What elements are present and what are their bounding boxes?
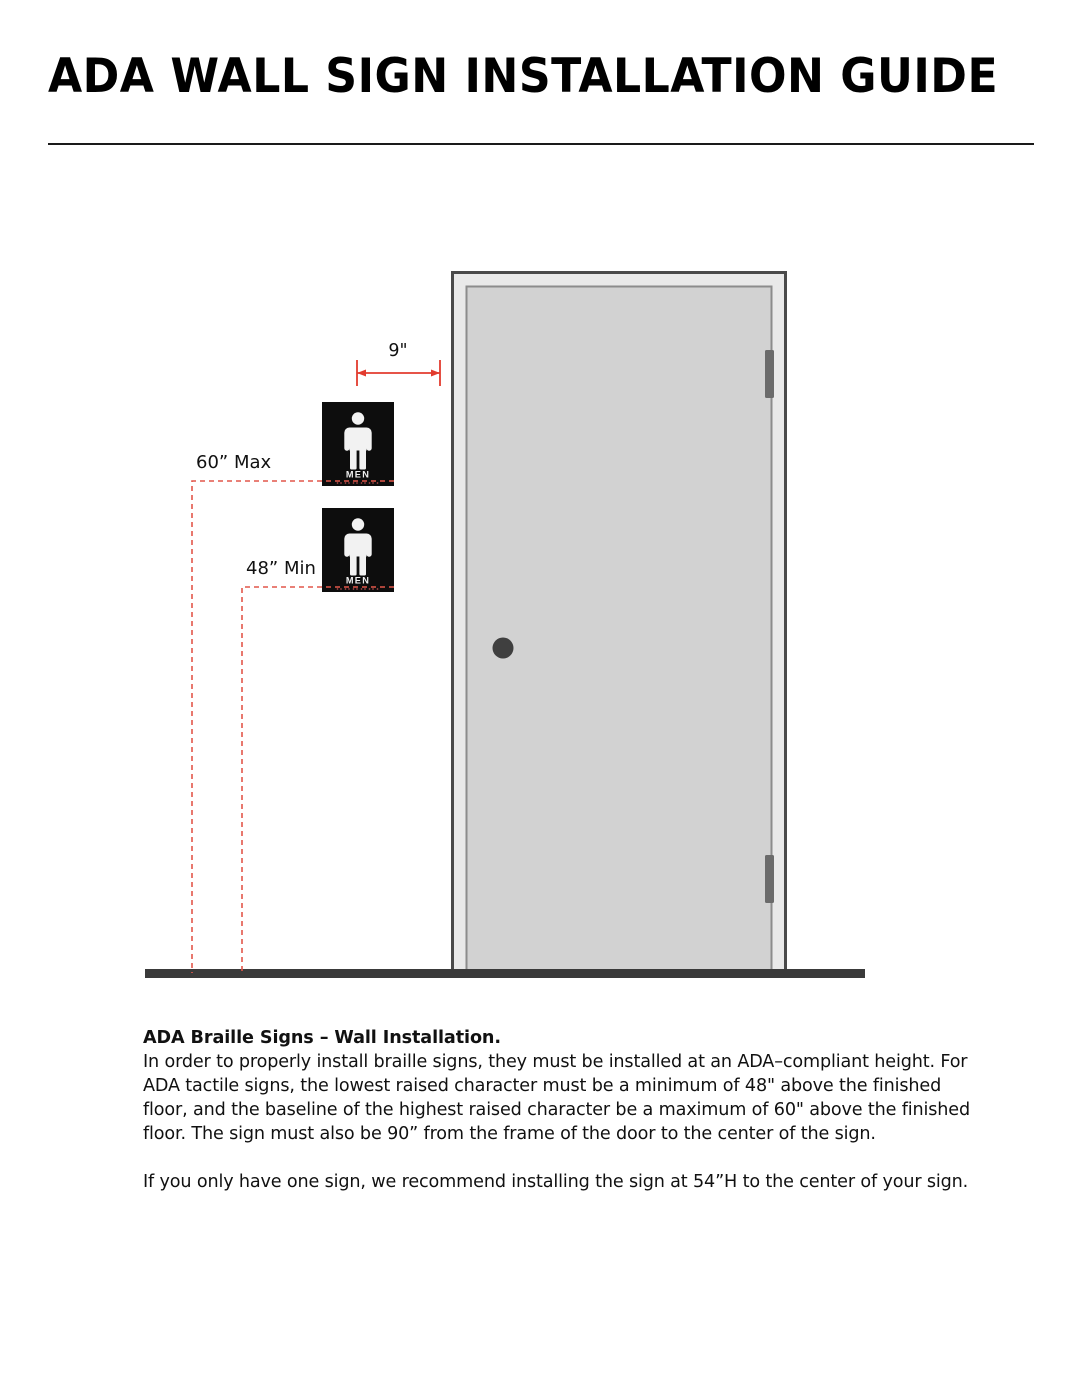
door-knob xyxy=(493,638,514,659)
dimension-label-min: 48” Min xyxy=(246,558,316,579)
body-heading: ADA Braille Signs – Wall Installation. xyxy=(143,1028,501,1048)
page-title: ADA WALL SIGN INSTALLATION GUIDE xyxy=(48,49,999,104)
body-paragraph-1: In order to properly install braille signs, they must be installed at an ADA–compliant height. For ADA tactile signs, the lowest raised character must be a minimum of 48" above the finished floor, and the baseline of the highest raised character be a maximum of 60" above the finished floor. The sign must also be 90” from the frame of the door to the center of the sign. xyxy=(143,1052,970,1144)
sign-upper xyxy=(322,402,394,486)
dimension-label-offset: 9" xyxy=(388,341,408,361)
door-panel xyxy=(467,287,772,974)
paragraph-spacer xyxy=(143,1147,973,1171)
dimension-label-max: 60” Max xyxy=(196,452,272,473)
dimension-min-height xyxy=(242,558,394,973)
installation-diagram: MEN 9" 60” Max 48” Min xyxy=(0,150,1082,1010)
dimension-horizontal-offset xyxy=(357,341,440,386)
body-content xyxy=(143,1026,973,1195)
sign-lower xyxy=(322,508,394,592)
door-hinge-top xyxy=(765,350,774,398)
door-hinge-bottom xyxy=(765,855,774,903)
title-divider xyxy=(48,143,1034,145)
body-paragraph-2: If you only have one sign, we recommend installing the sign at 54”H to the center of your sign. xyxy=(143,1171,969,1192)
floor-line xyxy=(145,969,865,978)
door-assembly xyxy=(453,273,786,974)
